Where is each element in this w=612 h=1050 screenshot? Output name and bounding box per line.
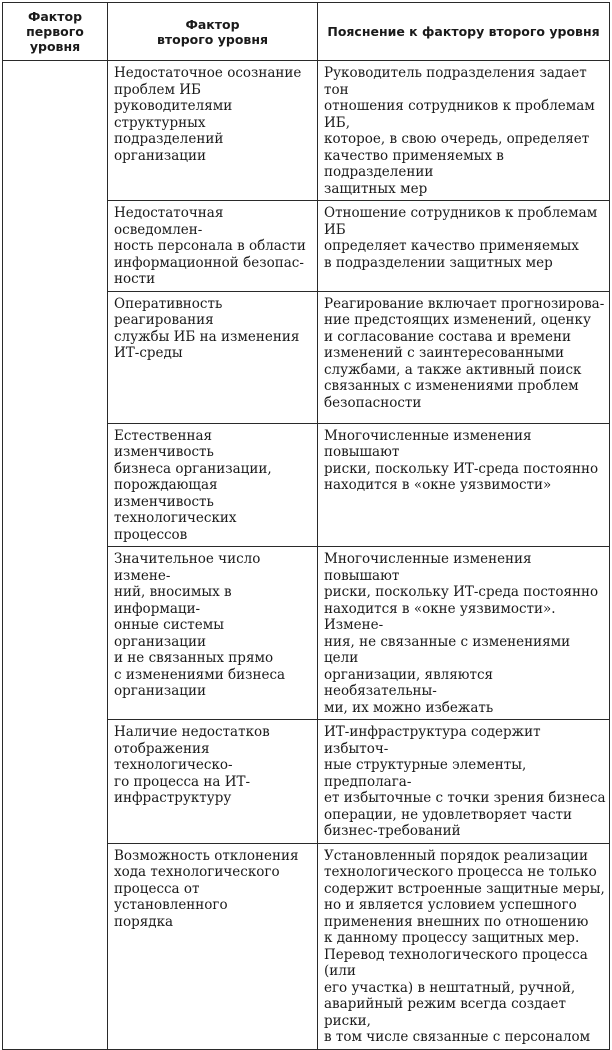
explanation-cell: Отношение сотрудников к проблемам ИБ определяет качество применяемых в подразделении защитных мер: [318, 201, 610, 292]
explanation-cell: Реагирование включает прогнозирова- ние предстоящих изменений, оценку и согласование состава и времени изменений с заинтересованными службами, а также активный поиск связанных с изменениями проблем безопасности: [318, 291, 610, 423]
level2-factor-cell: Значительное число измене- ний, вносимых в информаци- онные системы организации и не связанных прямо с изменениями бизнеса организации: [108, 547, 318, 720]
explanation-cell: Многочисленные изменения повышают риски, поскольку ИТ-среда постоянно находится в «окне уязвимости». Измене- ния, не связанные с изменениями цели организации, являются необязательны- ми, их можно избежать: [318, 547, 610, 720]
explanation-cell: ИТ-инфраструктура содержит избыточ- ные структурные элементы, предполага- ет избыточные с точки зрения бизнеса операции, не удовлетворяет части бизнес-требований: [318, 720, 610, 844]
level2-factor-cell: Наличие недостатков отображения технологическо- го процесса на ИТ- инфраструктуру: [108, 720, 318, 844]
risk-factors-table: [2, 2, 610, 1050]
explanation-cell: Руководитель подразделения задает тон отношения сотрудников к проблемам ИБ, которое, в свою очередь, определяет качество применяемых в подразделении защитных мер: [318, 61, 610, 201]
explanation-cell: Установленный порядок реализации технологического процесса не только содержит встроенные защитные меры, но и является условием успешного применения внешних по отношению к данному процессу защитных мер. Перевод технологического процесса (или его участка) в нештатный, ручной, аварийный режим всегда создает риски, в том числе связанные с персоналом: [318, 843, 610, 1049]
level2-factor-cell: Недостаточная осведомлен- ность персонала в области информационной безопас- ности: [108, 201, 318, 292]
table-row: [3, 61, 610, 201]
explanation-cell: Многочисленные изменения повышают риски, поскольку ИТ-среда постоянно находится в «окне уязвимости»: [318, 423, 610, 547]
level1-factor-cell: [3, 61, 108, 1050]
level2-factor-cell: Естественная изменчивость бизнеса организации, порождающая изменчивость технологических процессов: [108, 423, 318, 547]
header-explanation: Пояснение к фактору второго уровня: [318, 3, 610, 61]
header-level1-factor: Фактор первого уровня: [3, 3, 108, 61]
header-level2-factor: Фактор второго уровня: [108, 3, 318, 61]
level2-factor-cell: Недостаточное осознание проблем ИБ руководителями структурных подразделений организации: [108, 61, 318, 201]
level2-factor-cell: Возможность отклонения хода технологического процесса от установленного порядка: [108, 843, 318, 1049]
level2-factor-cell: Оперативность реагирования службы ИБ на изменения ИТ-среды: [108, 291, 318, 423]
header-row: [3, 3, 610, 61]
